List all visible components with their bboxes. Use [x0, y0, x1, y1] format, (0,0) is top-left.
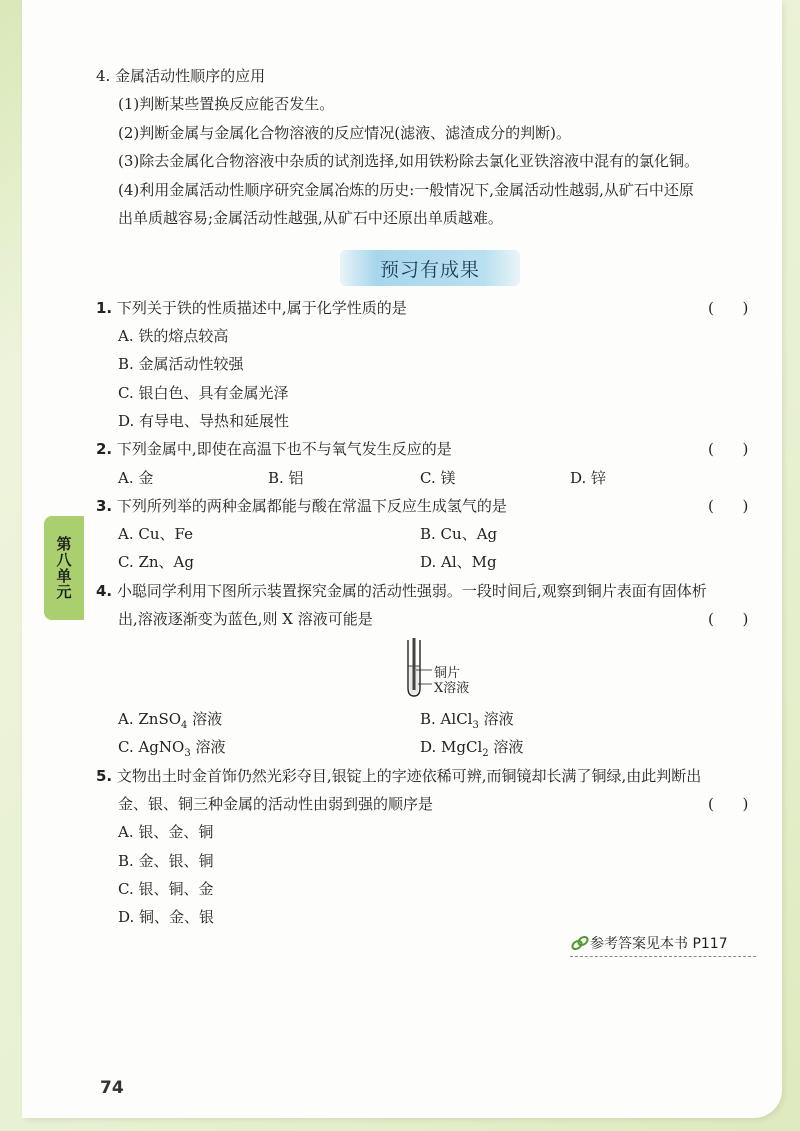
q4-option-a-formula: A. ZnSO — [118, 710, 182, 728]
section4-title-text: 4. 金属活动性顺序的应用 — [96, 67, 266, 85]
unit-side-tab-label: 第八单元 — [54, 536, 73, 600]
link-icon — [570, 935, 590, 951]
q3-stem-text: 下列所列举的两种金属都能与酸在常温下反应生成氢气的是 — [116, 497, 507, 515]
section4-item-3: (3)除去金属化合物溶液中杂质的试剂选择,如用铁粉除去氯化亚铁溶液中混有的氯化铜。 — [118, 152, 700, 170]
q4-option-c-suffix: 溶液 — [190, 738, 226, 756]
q4-stem — [96, 581, 707, 601]
x-solution-label: X溶液 — [434, 681, 470, 696]
q5-option-c: C. 银、铜、金 — [118, 880, 214, 898]
copper-strip-label: 铜片 — [434, 666, 461, 681]
q1-stem-text: 下列关于铁的性质描述中,属于化学性质的是 — [116, 299, 407, 317]
q1-option-c: C. 银白色、具有金属光泽 — [118, 384, 289, 402]
q3-option-c: C. Zn、Ag — [118, 553, 194, 571]
q2-stem — [96, 439, 452, 459]
q4-option-b-suffix: 溶液 — [478, 710, 514, 728]
q4-option-b — [420, 709, 514, 736]
section4-title — [96, 66, 265, 86]
q3-number: 3. — [96, 497, 113, 515]
q3-option-b: B. Cu、Ag — [420, 525, 498, 543]
q4-option-d-suffix: 溶液 — [488, 738, 524, 756]
section4-item-4-cont: 出单质越容易;金属活动性越强,从矿石中还原出单质越难。 — [118, 209, 503, 227]
q4-option-d — [420, 737, 523, 764]
q4-option-b-formula: B. AlCl — [420, 710, 473, 728]
q1-option-b: B. 金属活动性较强 — [118, 355, 244, 373]
q4-option-a-subscript: 4 — [181, 720, 188, 731]
q3-option-d: D. Al、Mg — [420, 553, 497, 571]
q5-option-b: B. 金、银、铜 — [118, 852, 214, 870]
q2-stem-text: 下列金属中,即使在高温下也不与氧气发生反应的是 — [116, 440, 452, 458]
section-banner-text: 预习有成果 — [379, 258, 480, 281]
q5-stem-text-2: 金、银、铜三种金属的活动性由弱到强的顺序是 — [118, 795, 434, 813]
q4-option-a — [118, 709, 222, 736]
q1-stem — [96, 298, 407, 318]
q4-option-c — [118, 737, 226, 764]
q5-answer-blank: ( ) — [708, 795, 749, 813]
q4-option-c-subscript: 3 — [184, 748, 191, 759]
q4-option-d-subscript: 2 — [482, 748, 489, 759]
q4-stem-text-2: 出,溶液逐渐变为蓝色,则 X 溶液可能是 — [118, 610, 373, 628]
answer-reference — [570, 930, 756, 957]
q2-option-c: C. 镁 — [420, 469, 456, 487]
q4-number: 4. — [96, 582, 113, 600]
q5-number: 5. — [96, 767, 113, 785]
page-number: 74 — [100, 1078, 124, 1098]
q5-stem — [96, 766, 701, 786]
answer-reference-text: 参考答案见本书 P117 — [590, 936, 728, 952]
q2-option-a: A. 金 — [118, 469, 154, 487]
q4-stem-text-1: 小聪同学利用下图所示装置探究金属的活动性强弱。一段时间后,观察到铜片表面有固体析 — [116, 582, 707, 600]
q5-stem-text-1: 文物出土时金首饰仍然光彩夺目,银锭上的字迹依稀可辨,而铜镜却长满了铜绿,由此判断出 — [116, 767, 702, 785]
section-banner — [340, 250, 520, 286]
q4-answer-blank: ( ) — [708, 610, 749, 628]
q3-option-a: A. Cu、Fe — [118, 525, 193, 543]
q2-number: 2. — [96, 440, 113, 458]
test-tube-figure — [400, 636, 520, 700]
q5-option-d: D. 铜、金、银 — [118, 908, 215, 926]
q3-stem — [96, 496, 507, 516]
q3-answer-blank: ( ) — [708, 497, 749, 515]
section4-item-4: (4)利用金属活动性顺序研究金属冶炼的历史:一般情况下,金属活动性越弱,从矿石中还原 — [118, 181, 694, 199]
section4-item-2: (2)判断金属与金属化合物溶液的反应情况(滤液、滤渣成分的判断)。 — [118, 124, 571, 142]
q1-number: 1. — [96, 299, 113, 317]
q4-option-c-formula: C. AgNO — [118, 738, 185, 756]
q2-answer-blank: ( ) — [708, 440, 749, 458]
q5-option-a: A. 银、金、铜 — [118, 823, 214, 841]
q4-option-a-suffix: 溶液 — [187, 710, 223, 728]
q4-option-b-subscript: 3 — [472, 720, 479, 731]
q2-option-d: D. 锌 — [570, 469, 607, 487]
q1-option-a: A. 铁的熔点较高 — [118, 327, 229, 345]
q1-option-d: D. 有导电、导热和延展性 — [118, 412, 290, 430]
section4-item-1: (1)判断某些置换反应能否发生。 — [118, 95, 335, 113]
q1-answer-blank: ( ) — [708, 299, 749, 317]
q4-option-d-formula: D. MgCl — [420, 738, 483, 756]
q2-option-b: B. 铝 — [268, 469, 304, 487]
